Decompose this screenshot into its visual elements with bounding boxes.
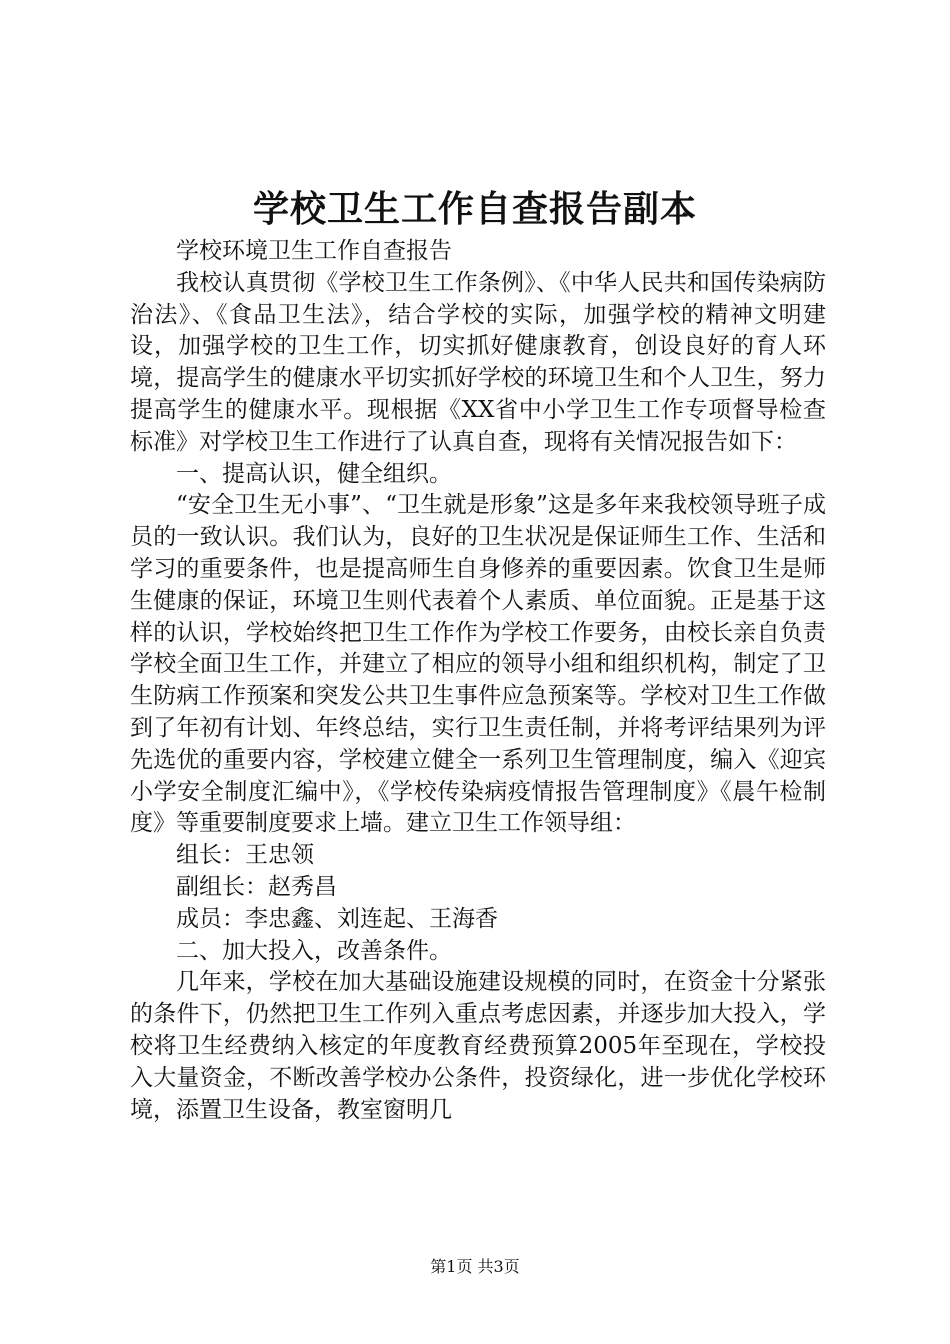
document-body [130,236,826,1126]
section-heading: 二、加大投入，改善条件。 [176,937,452,964]
paragraph: 学校环境卫生工作自查报告 [176,238,452,264]
section-heading: 一、提高认识，健全组织。 [176,460,452,487]
page-title: 学校卫生工作自查报告副本 [252,188,697,230]
list-item: 副组长：赵秀昌 [176,873,337,900]
paragraph: “安全卫生无小事”、“卫生就是形象”这是多年来我校领导班子成员的一致认识。我们认为，良好的卫生状况是保证师生工作、生活和学习的重要条件，也是提高师生自身修养的重要因素。饮食卫生是师生健康的保证，环境卫生则代表着个人素质、单位面貌。正是基于这样的认识，学校始终把卫生工作作为学校工作要务，由校长亲自负责学校全面卫生工作，并建立了相应的领导小组和组织机构，制定了卫生防病工作预案和突发公共卫生事件应急预案等。学校对卫生工作做到了年初有计划、年终总结，实行卫生责任制，并将考评结果列为评先选优的重要内容，学校建立健全一系列卫生管理制度，编入《迎宾小学安全制度汇编中》，《学校传染病疫情报告管理制度》《晨午检制度》等重要制度要求上墙。建立卫生工作领导组： [130,492,826,837]
page-footer: 第1页 共3页 [430,1257,520,1276]
paragraph: 几年来，学校在加大基础设施建设规模的同时，在资金十分紧张的条件下，仍然把卫生工作列入重点考虑因素，并逐步加大投入，学校将卫生经费纳入核定的年度教育经费预算2005年至现在，学校投入大量资金，不断改善学校办公条件，投资绿化，进一步优化学校环境，添置卫生设备，教室窗明几 [130,969,826,1123]
paragraph: 我校认真贯彻《学校卫生工作条例》、《中华人民共和国传染病防治法》、《食品卫生法》，结合学校的实际，加强学校的精神文明建设，加强学校的卫生工作，切实抓好健康教育，创设良好的育人环境，提高学生的健康水平切实抓好学校的环境卫生和个人卫生，努力提高学生的健康水平。现根据《XX省中小学卫生工作专项督导检查标准》对学校卫生工作进行了认真自查，现将有关情况报告如下： [130,269,826,455]
list-item: 组长：王忠领 [176,842,314,869]
list-item: 成员：李忠鑫、刘连起、王海香 [176,905,498,932]
